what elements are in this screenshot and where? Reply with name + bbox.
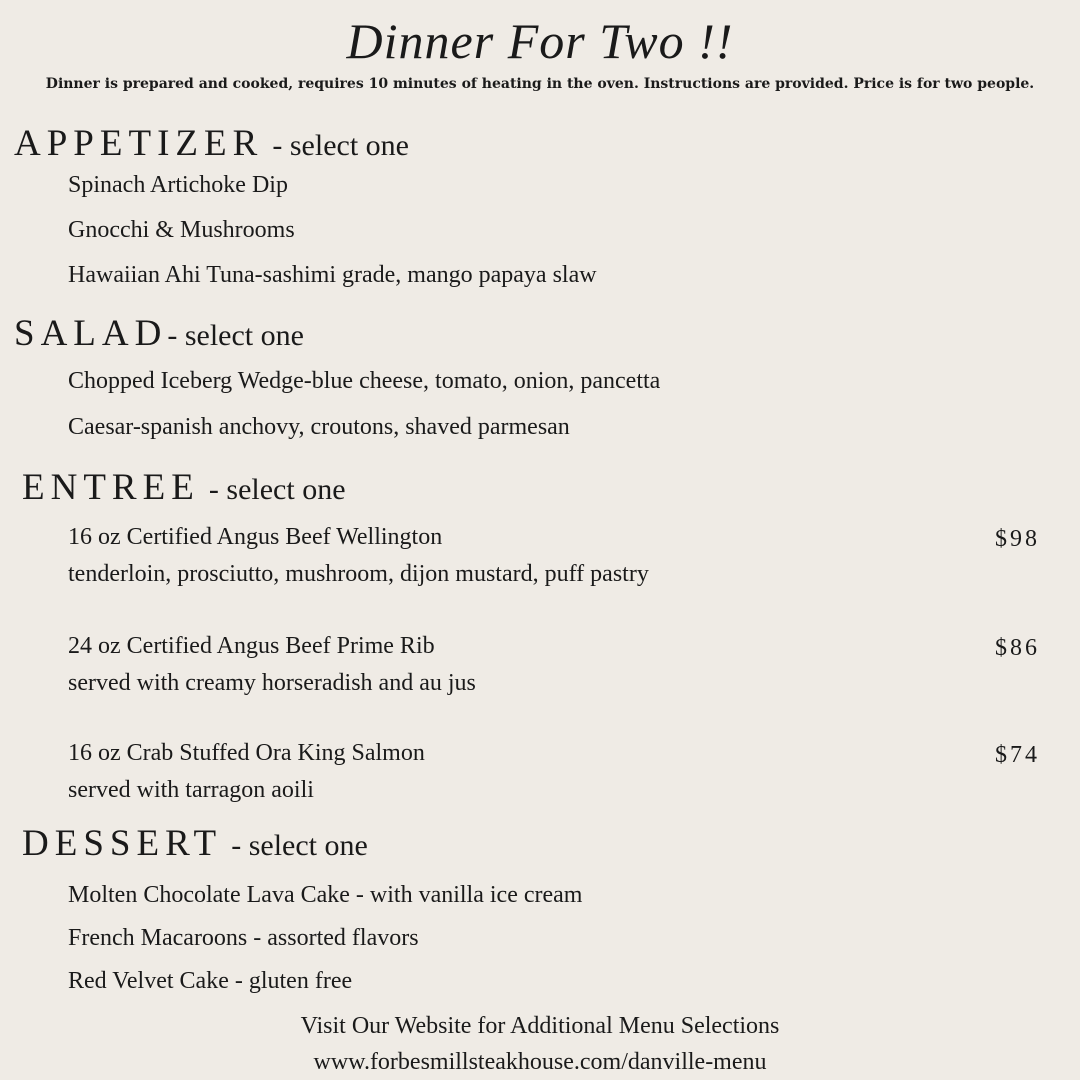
dessert-item: French Macaroons - assorted flavors bbox=[68, 925, 419, 951]
footer-website-url[interactable]: www.forbesmillsteakhouse.com/danville-menu bbox=[313, 1049, 767, 1075]
entree-item-price: $74 bbox=[995, 742, 1040, 768]
appetizer-item: Hawaiian Ahi Tuna-sashimi grade, mango papaya slaw bbox=[68, 262, 597, 288]
entree-section-header bbox=[22, 466, 346, 509]
entree-item-name: 24 oz Certified Angus Beef Prime Rib bbox=[68, 633, 435, 659]
salad-section-header bbox=[14, 312, 304, 355]
entree-item-description: served with creamy horseradish and au jus bbox=[68, 670, 476, 696]
appetizer-item: Spinach Artichoke Dip bbox=[68, 172, 288, 198]
entree-item-name: 16 oz Crab Stuffed Ora King Salmon bbox=[68, 740, 425, 766]
entree-item-price: $98 bbox=[995, 526, 1040, 552]
entree-item-price: $86 bbox=[995, 635, 1040, 661]
entree-select-note: - select one bbox=[208, 473, 346, 506]
dessert-section-header bbox=[22, 822, 368, 865]
page-title: Dinner For Two !! bbox=[346, 13, 734, 69]
appetizer-item: Gnocchi & Mushrooms bbox=[68, 217, 295, 243]
salad-heading: SALAD bbox=[14, 313, 168, 354]
dessert-item: Red Velvet Cake - gluten free bbox=[68, 968, 353, 994]
entree-item-description: served with tarragon aoili bbox=[68, 777, 314, 803]
salad-item: Caesar-spanish anchovy, croutons, shaved parmesan bbox=[68, 414, 570, 440]
salad-select-note: - select one bbox=[167, 319, 304, 352]
salad-item: Chopped Iceberg Wedge-blue cheese, tomato, onion, pancetta bbox=[68, 368, 661, 394]
page-subtitle: Dinner is prepared and cooked, requires 10 minutes of heating in the oven. Instructions are provided. Price is for two people. bbox=[45, 76, 1035, 92]
dessert-select-note: - select one bbox=[231, 829, 368, 862]
entree-item-description: tenderloin, prosciutto, mushroom, dijon mustard, puff pastry bbox=[68, 561, 649, 587]
entree-item-name: 16 oz Certified Angus Beef Wellington bbox=[68, 524, 443, 550]
appetizer-select-note: - select one bbox=[272, 129, 409, 162]
appetizer-section-header bbox=[14, 122, 409, 165]
footer-website-note: Visit Our Website for Additional Menu Selections bbox=[300, 1013, 780, 1039]
dessert-heading: DESSERT bbox=[22, 823, 223, 864]
appetizer-heading: APPETIZER bbox=[14, 123, 264, 164]
entree-heading: ENTREE bbox=[22, 467, 200, 508]
dessert-item: Molten Chocolate Lava Cake - with vanilla ice cream bbox=[68, 882, 583, 908]
